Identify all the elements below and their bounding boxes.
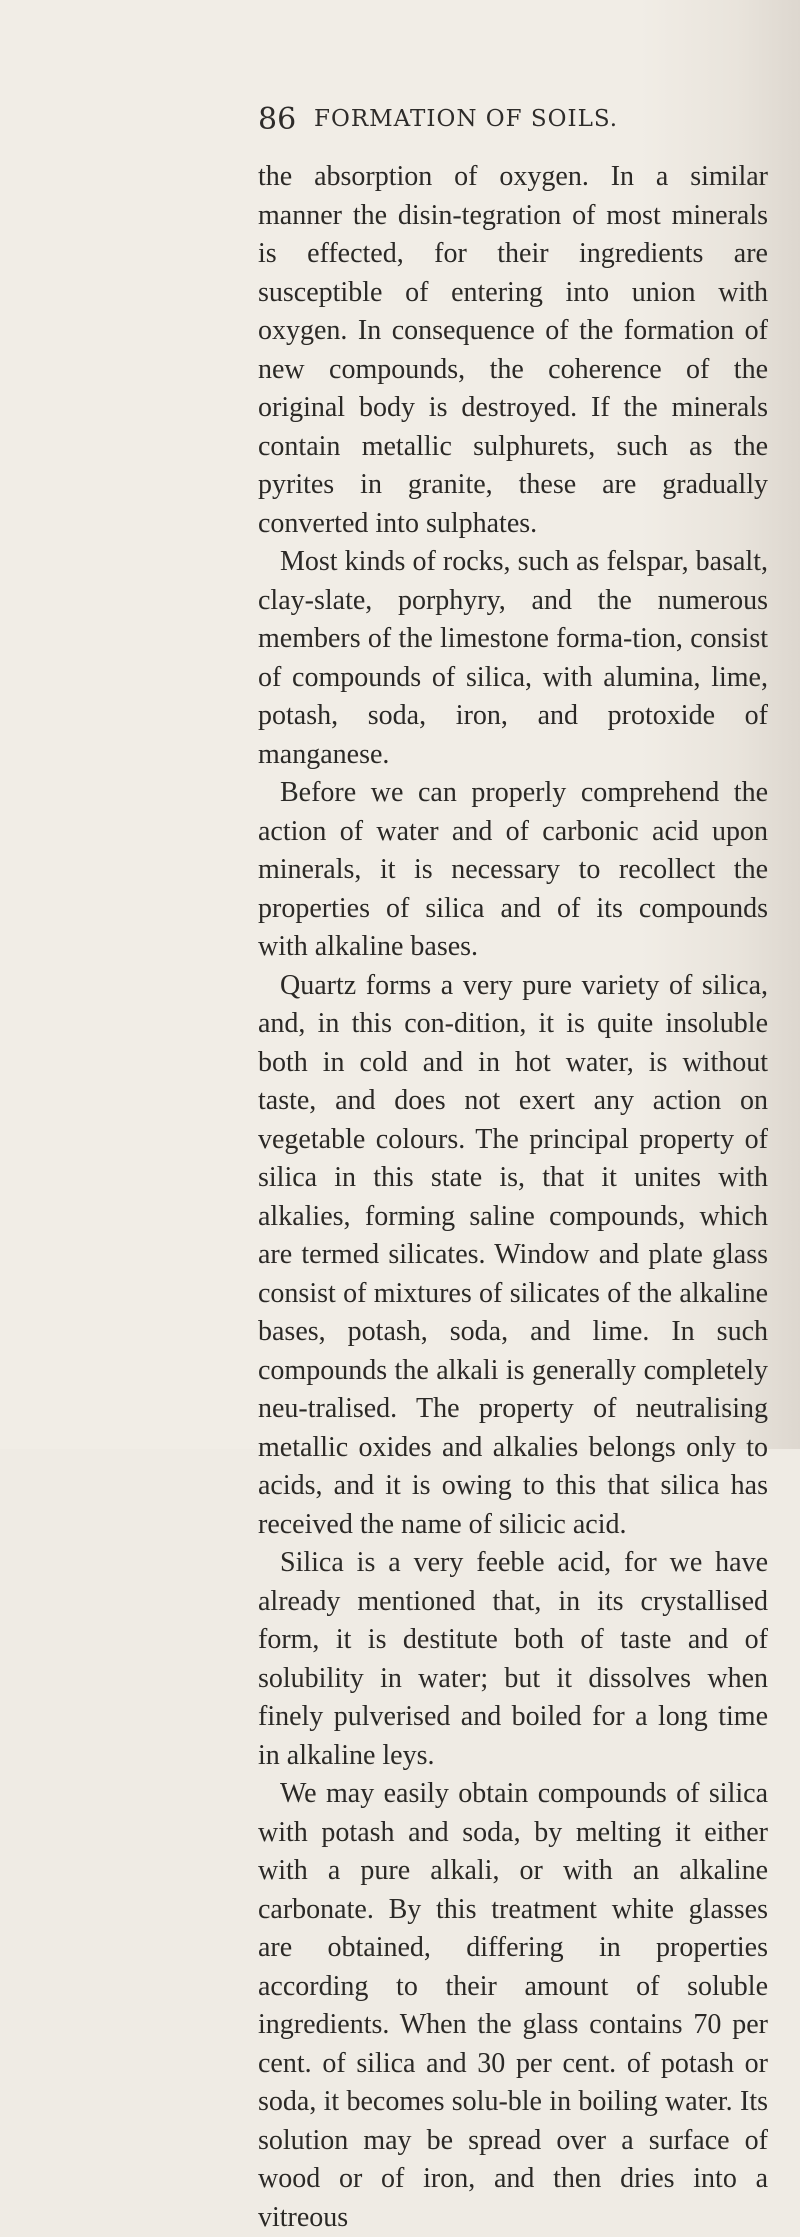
page-number: 86 — [258, 102, 297, 137]
paragraph-1: the absorption of oxygen. In a similar manner the disin-tegration of most minerals is effected, for their ingredients are susceptible of entering into union with oxygen. In consequence of the formation of new compounds, the coherence of the original body is destroyed. If the minerals contain metallic sulphurets, such as the pyrites in granite, these are gradually converted into sulphates. — [258, 161, 768, 539]
paragraph-4: Quartz forms a very pure variety of silica, and, in this con-dition, it is quite insoluble both in cold and in hot water, is without taste, and does not exert any action on vegetable colours. The principal property of silica in this state is, that it unites with alkalies, forming saline compounds, which are termed silicates. Window and plate glass consist of mixtures of silicates of the alkaline bases, potash, soda, and lime. In such compounds the alkali is generally completely neu-tralised. The property of neutralising metallic oxides and alkalies belongs only to acids, and it is owing to this that silica has received the name of silicic acid. — [258, 969, 768, 1540]
body-text — [258, 158, 768, 2237]
paragraph-6: We may easily obtain compounds of silica with potash and soda, by melting it either with a pure alkali, or with an alkaline carbonate. By this treatment white glasses are obtained, differing in properties according to their amount of soluble ingredients. When the glass contains 70 per cent. of silica and 30 per cent. of potash or soda, it becomes solu-ble in boiling water. Its solution may be spread over a surface of wood or of iron, and then dries into a vitreous — [258, 1778, 768, 2233]
running-head: FORMATION OF SOILS. — [314, 106, 619, 132]
paragraph-2: Most kinds of rocks, such as felspar, basalt, clay-slate, porphyry, and the numerous members of the limestone forma-tion, consist of compounds of silica, with alumina, lime, potash, soda, iron, and protoxide of manganese. — [258, 546, 768, 770]
paragraph-5: Silica is a very feeble acid, for we have already mentioned that, in its crystallised form, it is destitute both of taste and of solubility in water; but it dissolves when finely pulverised and boiled for a long time in alkaline leys. — [258, 1547, 768, 1771]
page-header — [258, 102, 798, 142]
paragraph-3: Before we can properly comprehend the action of water and of carbonic acid upon minerals, it is necessary to recollect the properties of silica and of its compounds with alkaline bases. — [258, 777, 768, 962]
